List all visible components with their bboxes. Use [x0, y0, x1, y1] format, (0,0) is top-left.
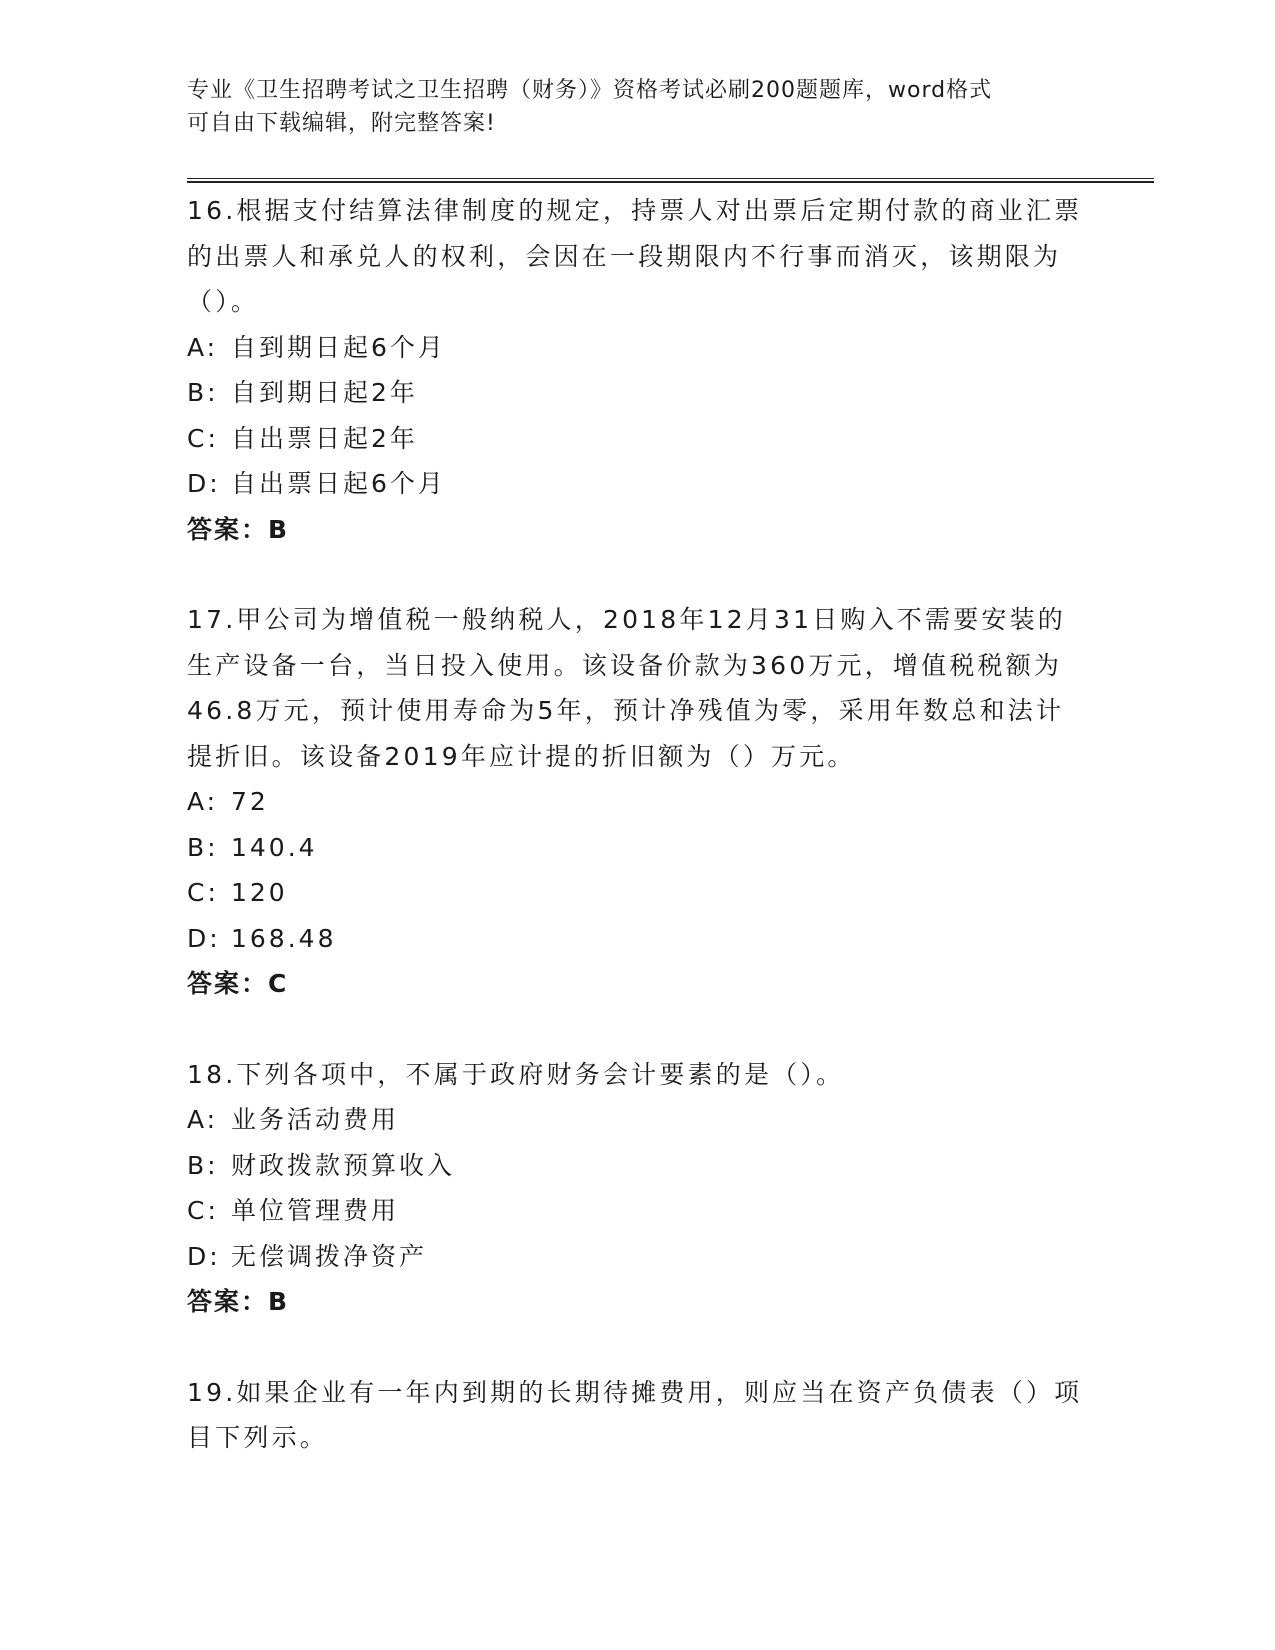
option-letter: D:: [187, 923, 221, 953]
option-letter: C:: [187, 423, 219, 453]
question-text: 19.如果企业有一年内到期的长期待摊费用，则应当在资产负债表（）项目下列示。: [187, 1377, 1083, 1452]
option-text: 业务活动费用: [231, 1105, 400, 1134]
question-18: [187, 1052, 1087, 1325]
answer-label: 答案：B: [187, 1287, 290, 1316]
option-c: [187, 416, 1087, 462]
question-text: 16.根据支付结算法律制度的规定，持票人对出票后定期付款的商业汇票的出票人和承兑人的权利，会因在一段期限内不行事而消灭，该期限为（）。: [187, 196, 1083, 316]
option-text: 72: [231, 787, 269, 816]
answer-label: 答案：C: [187, 969, 289, 998]
document-header: [187, 74, 1087, 140]
question-16: [187, 188, 1087, 552]
option-c: [187, 870, 1087, 916]
option-text: 自到期日起2年: [231, 378, 418, 407]
option-letter: B:: [187, 832, 219, 862]
option-b: [187, 1143, 1087, 1189]
option-a: [187, 1097, 1087, 1143]
option-letter: B:: [187, 1150, 219, 1180]
question-17: [187, 597, 1087, 1007]
option-letter: C:: [187, 1196, 219, 1225]
option-text: 自到期日起6个月: [231, 332, 446, 362]
option-letter: B:: [187, 378, 219, 407]
option-d: [187, 916, 1087, 962]
answer-label: 答案：B: [187, 514, 290, 544]
option-letter: C:: [187, 878, 219, 907]
option-text: 财政拨款预算收入: [231, 1150, 456, 1180]
option-b: [187, 825, 1087, 871]
option-text: 单位管理费用: [231, 1196, 400, 1225]
option-letter: D:: [187, 1241, 221, 1271]
option-b: [187, 370, 1087, 416]
option-text: 自出票日起6个月: [231, 469, 446, 498]
option-text: 168.48: [231, 923, 337, 953]
question-text: 18.下列各项中，不属于政府财务会计要素的是（）。: [187, 1059, 845, 1089]
header-line-2: 可自由下载编辑，附完整答案!: [187, 111, 496, 136]
option-letter: A:: [187, 332, 219, 362]
option-text: 自出票日起2年: [231, 423, 418, 453]
option-a: [187, 325, 1087, 371]
option-letter: A:: [187, 1105, 219, 1134]
option-letter: A:: [187, 787, 219, 816]
option-c: [187, 1188, 1087, 1234]
header-line-1: 专业《卫生招聘考试之卫生招聘（财务）》资格考试必刷200题题库，word格式: [187, 78, 993, 103]
option-d: [187, 461, 1087, 507]
option-text: 120: [231, 878, 288, 907]
option-text: 无偿调拨净资产: [231, 1241, 428, 1271]
option-a: [187, 779, 1087, 825]
option-letter: D:: [187, 469, 221, 498]
question-list: [187, 188, 1087, 1506]
option-d: [187, 1234, 1087, 1280]
question-text: 17.甲公司为增值税一般纳税人，2018年12月31日购入不需要安装的生产设备一台，当日投入使用。该设备价款为360万元，增值税税额为46.8万元，预计使用寿命为5年，预计净残值为零，采用年数总和法计提折旧。该设备2019年应计提的折旧额为（）万元。: [187, 605, 1067, 771]
header-divider-thick: [187, 181, 1154, 183]
header-divider-thin: [187, 178, 1154, 179]
option-text: 140.4: [231, 832, 318, 862]
question-19: [187, 1370, 1087, 1461]
